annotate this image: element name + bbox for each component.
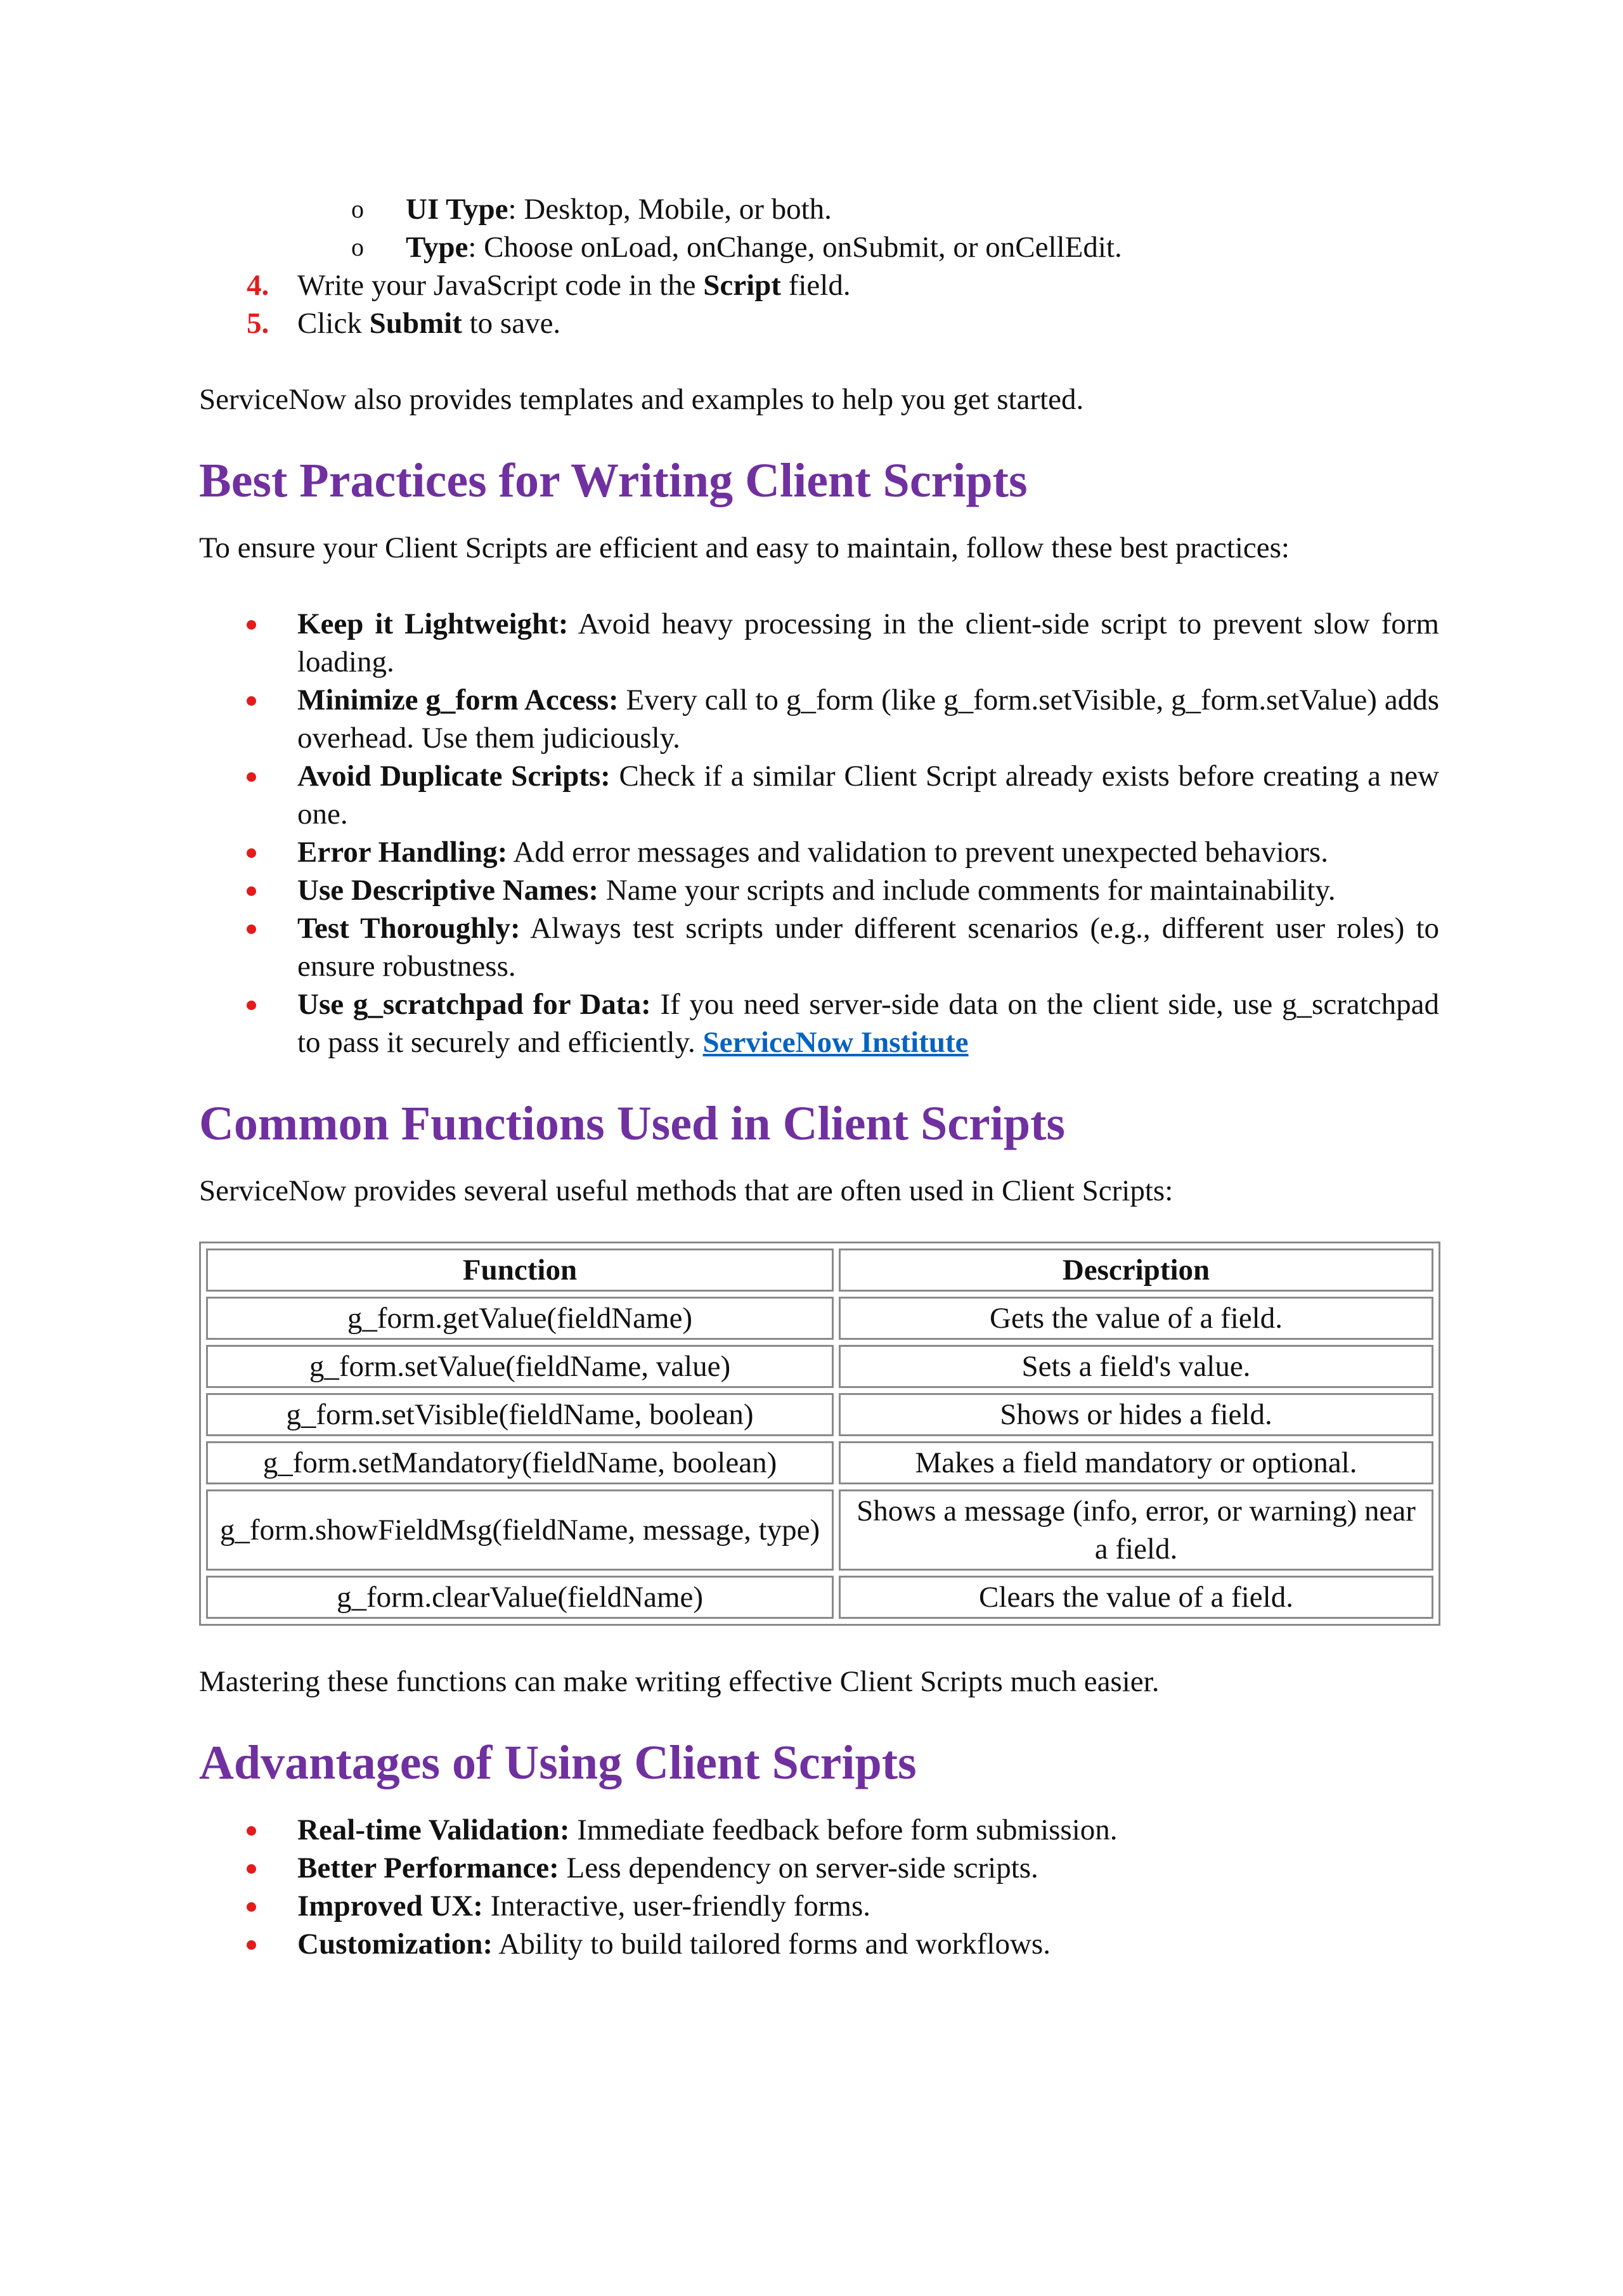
- list-item: [247, 909, 1439, 985]
- item-bold: Test Thoroughly:: [297, 912, 521, 945]
- item-text: : Desktop, Mobile, or both.: [508, 193, 832, 226]
- script-config-sublist: [199, 190, 1439, 266]
- step-item: [247, 304, 1439, 342]
- description-cell: Sets a field's value.: [839, 1345, 1433, 1388]
- common-functions-intro: ServiceNow provides several useful methods that are often used in Client Scripts:: [199, 1174, 1174, 1207]
- bullet-icon: [247, 1940, 256, 1950]
- bullet-icon: [247, 848, 256, 858]
- item-text: Ability to build tailored forms and workflows.: [493, 1928, 1051, 1961]
- common-functions-outro: Mastering these functions can make writing effective Client Scripts much easier.: [199, 1665, 1160, 1698]
- item-bold: Keep it Lightweight:: [297, 607, 569, 640]
- list-item: [247, 757, 1439, 833]
- functions-table: [199, 1242, 1440, 1626]
- bullet-icon: [247, 620, 256, 630]
- step-text-bold: Submit: [369, 307, 462, 340]
- common-functions-heading: Common Functions Used in Client Scripts: [199, 1097, 1065, 1150]
- bullet-icon: [247, 696, 256, 706]
- step-text-post: to save.: [462, 307, 561, 340]
- item-bold: Use Descriptive Names:: [297, 874, 599, 907]
- function-cell: g_form.getValue(fieldName): [206, 1297, 834, 1340]
- function-cell: g_form.showFieldMsg(fieldName, message, type): [206, 1489, 834, 1571]
- step-text-bold: Script: [703, 269, 781, 302]
- item-text: Name your scripts and include comments for maintainability.: [598, 874, 1336, 907]
- item-text: Interactive, user-friendly forms.: [482, 1890, 871, 1923]
- best-practices-heading: Best Practices for Writing Client Scripts: [199, 454, 1028, 507]
- step-item: [247, 266, 1439, 304]
- item-bold: Minimize g_form Access:: [297, 684, 619, 717]
- item-text: Always test scripts under different scenarios (e.g., different user roles) to ensure robustness.: [297, 912, 1439, 983]
- table-row: [206, 1441, 1433, 1484]
- templates-paragraph: ServiceNow also provides templates and examples to help you get started.: [199, 383, 1084, 416]
- steps-list: [199, 266, 1439, 342]
- column-header-description: Description: [839, 1249, 1433, 1292]
- list-item: [247, 1887, 1439, 1925]
- list-item: [351, 228, 1439, 266]
- circle-bullet-icon: o: [351, 233, 364, 261]
- step-number: 4.: [247, 269, 269, 302]
- step-text-post: field.: [780, 269, 851, 302]
- advantages-heading: Advantages of Using Client Scripts: [199, 1736, 917, 1789]
- item-bold: Better Performance:: [297, 1852, 559, 1884]
- item-bold: Real-time Validation:: [297, 1813, 570, 1846]
- list-item: [247, 681, 1439, 757]
- best-practices-list: [199, 605, 1439, 1061]
- table-row: [206, 1393, 1433, 1436]
- description-cell: Shows or hides a field.: [839, 1393, 1433, 1436]
- step-number: 5.: [247, 307, 269, 340]
- item-bold: UI Type: [406, 193, 508, 226]
- servicenow-institute-link[interactable]: ServiceNow Institute: [702, 1026, 969, 1059]
- step-text-pre: Write your JavaScript code in the: [297, 269, 704, 302]
- bullet-icon: [247, 772, 256, 782]
- table-row: [206, 1297, 1433, 1340]
- bullet-icon: [247, 886, 256, 896]
- item-bold: Avoid Duplicate Scripts:: [297, 760, 611, 793]
- table-row: [206, 1345, 1433, 1388]
- item-text: Every call to g_form (like g_form.setVisible, g_form.setValue) adds overhead. Use them judiciously.: [297, 684, 1440, 755]
- item-text: Check if a similar Client Script already exists before creating a new one.: [297, 760, 1440, 831]
- bullet-icon: [247, 1826, 256, 1836]
- function-cell: g_form.setMandatory(fieldName, boolean): [206, 1441, 834, 1484]
- list-item: [247, 871, 1439, 909]
- table-row: [206, 1576, 1433, 1619]
- bullet-icon: [247, 924, 256, 934]
- item-text: Add error messages and validation to prevent unexpected behaviors.: [507, 836, 1328, 869]
- item-text: Avoid heavy processing in the client-side script to prevent slow form loading.: [297, 607, 1439, 678]
- function-cell: g_form.clearValue(fieldName): [206, 1576, 834, 1619]
- list-item: [247, 833, 1439, 871]
- table-row: [206, 1489, 1433, 1571]
- item-bold: Improved UX:: [297, 1890, 483, 1923]
- advantages-list: [199, 1811, 1439, 1963]
- description-cell: Gets the value of a field.: [839, 1297, 1433, 1340]
- item-text: Immediate feedback before form submission.: [569, 1813, 1118, 1846]
- list-item: [247, 1925, 1439, 1963]
- bullet-icon: [247, 1001, 256, 1010]
- circle-bullet-icon: o: [351, 195, 364, 223]
- list-item: [247, 605, 1439, 681]
- item-text: : Choose onLoad, onChange, onSubmit, or onCellEdit.: [468, 231, 1122, 264]
- item-bold: Use g_scratchpad for Data:: [297, 988, 651, 1021]
- list-item: [247, 985, 1439, 1061]
- column-header-function: Function: [206, 1249, 834, 1292]
- step-text-pre: Click: [297, 307, 370, 340]
- description-cell: Clears the value of a field.: [839, 1576, 1433, 1619]
- bullet-icon: [247, 1864, 256, 1874]
- list-item: [247, 1849, 1439, 1887]
- item-text: Less dependency on server-side scripts.: [559, 1852, 1038, 1884]
- item-bold: Error Handling:: [297, 836, 508, 869]
- best-practices-intro: To ensure your Client Scripts are efficient and easy to maintain, follow these best practices:: [199, 531, 1290, 564]
- function-cell: g_form.setValue(fieldName, value): [206, 1345, 834, 1388]
- item-bold: Type: [406, 231, 469, 264]
- bullet-icon: [247, 1902, 256, 1912]
- description-cell: Makes a field mandatory or optional.: [839, 1441, 1433, 1484]
- table-header-row: [206, 1249, 1433, 1292]
- list-item: [351, 190, 1439, 228]
- item-bold: Customization:: [297, 1928, 493, 1961]
- description-cell: Shows a message (info, error, or warning) near a field.: [839, 1489, 1433, 1571]
- function-cell: g_form.setVisible(fieldName, boolean): [206, 1393, 834, 1436]
- item-text: If you need server-side data on the client side, use g_scratchpad to pass it securely and efficiently.: [297, 988, 1439, 1059]
- list-item: [247, 1811, 1439, 1849]
